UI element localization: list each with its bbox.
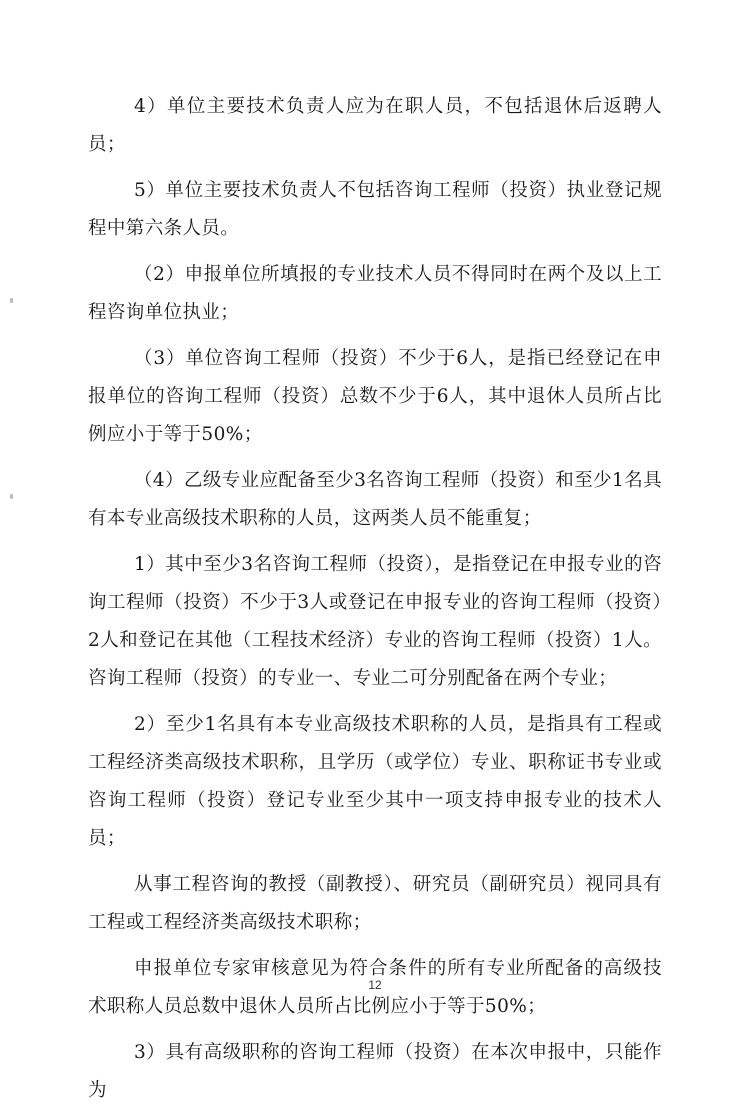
paragraph-clause-2: （2）申报单位所填报的专业技术人员不得同时在两个及以上工程咨询单位执业； xyxy=(88,264,662,323)
paragraph-item-4: 4）单位主要技术负责人应为在职人员，不包括退休后返聘人员； xyxy=(88,96,662,155)
paragraph-item-5: 5）单位主要技术负责人不包括咨询工程师（投资）执业登记规程中第六条人员。 xyxy=(88,180,662,239)
page-number: 12 xyxy=(368,978,382,992)
scan-artifact xyxy=(10,298,13,303)
paragraph-subitem-3: 3）具有高级职称的咨询工程师（投资）在本次申报中，只能作为 xyxy=(88,1042,662,1101)
paragraph-clause-3: （3）单位咨询工程师（投资）不少于6人，是指已经登记在申报单位的咨询工程师（投资）总数不少于6人，其中退休人员所占比例应小于等于50%； xyxy=(88,348,662,445)
paragraph-note-professors: 从事工程咨询的教授（副教授）、研究员（副研究员）视同具有工程或工程经济类高级技术职称； xyxy=(88,874,662,933)
scan-artifact xyxy=(10,494,13,499)
document-body xyxy=(88,88,662,1110)
paragraph-note-retirees: 申报单位专家审核意见为符合条件的所有专业所配备的高级技术职称人员总数中退休人员所占比例应小于等于50%； xyxy=(88,958,662,1017)
paragraph-clause-4: （4）乙级专业应配备至少3名咨询工程师（投资）和至少1名具有本专业高级技术职称的人员，这两类人员不能重复； xyxy=(88,470,662,529)
paragraph-subitem-1: 1）其中至少3名咨询工程师（投资），是指登记在申报专业的咨询工程师（投资）不少于3人或登记在申报专业的咨询工程师（投资）2人和登记在其他（工程技术经济）专业的咨询工程师（投资）1人。咨询工程师（投资）的专业一、专业二可分别配备在两个专业； xyxy=(88,554,662,689)
paragraph-subitem-2: 2）至少1名具有本专业高级技术职称的人员，是指具有工程或工程经济类高级技术职称，且学历（或学位）专业、职称证书专业或咨询工程师（投资）登记专业至少其中一项支持申报专业的技术人员； xyxy=(88,714,662,849)
